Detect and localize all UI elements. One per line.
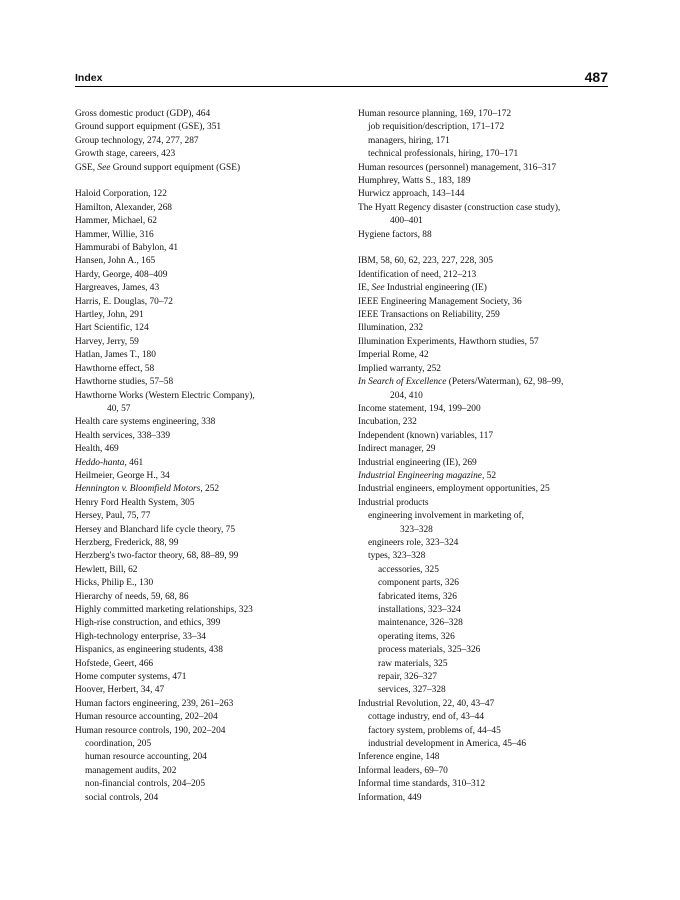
running-header-title: Index [75,72,103,84]
entry-text: types, 323–328 [368,551,426,562]
entry-text: Heilmeier, George H., 34 [75,470,170,481]
entry-text: technical professionals, hiring, 170–171 [368,149,519,160]
index-entry [358,497,616,510]
index-entry [75,282,347,295]
index-subentry [358,604,616,617]
entry-text: managers, hiring, 171 [368,135,450,146]
index-entry [75,296,347,309]
index-entry [358,443,616,456]
entry-text: engineers role, 323–324 [368,537,459,548]
entry-italic-text: See [371,283,385,294]
entry-text: Incubation, 232 [358,417,417,428]
entry-text: Hispanics, as engineering students, 438 [75,645,223,656]
index-entry [75,242,347,255]
entry-text: Health services, 338–339 [75,430,171,441]
entry-text: accessories, 325 [378,564,439,575]
entry-text: Hawthorne Works (Western Electric Company), [75,390,255,401]
index-entry [75,604,347,617]
index-entry [75,430,347,443]
entry-text: Hicks, Philip E., 130 [75,578,154,589]
entry-text: job requisition/description, 171–172 [368,122,505,133]
index-subentry [358,644,616,657]
index-entry [358,322,616,335]
entry-text: Imperial Rome, 42 [358,350,429,361]
index-entry [358,269,616,282]
entry-text: (Peters/Waterman), 62, 98–99, [446,377,564,388]
entry-text: Illumination Experiments, Hawthorn studies, 57 [358,336,539,347]
index-entry [358,751,616,764]
index-column-right [358,108,616,805]
index-subentry [358,631,616,644]
index-subentry [75,778,347,791]
entry-italic-text: In Search of Excellence [358,377,447,388]
entry-text: , 252 [200,484,220,495]
entry-text: non-financial controls, 204–205 [85,779,206,790]
letter-group-gap [75,175,347,188]
index-entry [358,296,616,309]
entry-text: Hammer, Willie, 316 [75,229,154,240]
entry-italic-text: Industrial Engineering magazine [358,470,482,481]
entry-text: Ground support equipment (GSE) [110,162,241,173]
index-entry [358,336,616,349]
index-subentry [358,148,616,161]
entry-text: Herzberg, Frederick, 88, 99 [75,537,179,548]
index-subentry [358,671,616,684]
index-entry [358,765,616,778]
index-entry [75,443,347,456]
index-subentry [75,792,347,805]
index-entry [75,658,347,671]
entry-text: engineering involvement in marketing of, [368,511,524,522]
entry-text: Hofstede, Geert, 466 [75,658,154,669]
entry-text: Identification of need, 212–213 [358,269,477,280]
entry-text: Highly committed marketing relationships, 323 [75,605,253,616]
index-entry [358,202,616,215]
entry-text: Human resources (personnel) management, 316–317 [358,162,557,173]
entry-text: Health, 469 [75,444,119,455]
index-entry [358,282,616,295]
entry-text: Hygiene factors, 88 [358,229,432,240]
entry-text: Hartley, John, 291 [75,310,144,321]
entry-text: , 461 [124,457,144,468]
entry-text: IEEE Transactions on Reliability, 259 [358,310,500,321]
entry-text: IEEE Engineering Management Society, 36 [358,296,522,307]
entry-text: Independent (known) variables, 117 [358,430,494,441]
entry-text: Hamilton, Alexander, 268 [75,202,172,213]
entry-text: services, 327–328 [378,685,446,696]
index-entry [75,202,347,215]
index-entry [75,376,347,389]
index-entry [358,430,616,443]
index-subentry [358,617,616,630]
index-entry [75,108,347,121]
index-entry [358,470,616,483]
index-entry [75,644,347,657]
index-subentry [358,591,616,604]
entry-text: Hawthorne effect, 58 [75,363,155,374]
index-entry [75,229,347,242]
index-entry [358,416,616,429]
index-subentry [358,550,616,563]
index-entry [358,792,616,805]
index-entry [75,349,347,362]
index-entry [358,108,616,121]
entry-text: cottage industry, end of, 43–44 [368,712,485,723]
index-entry [75,524,347,537]
page-number: 487 [584,69,608,85]
entry-text: coordination, 205 [85,739,152,750]
index-entry [75,617,347,630]
entry-text: , 52 [481,470,497,481]
index-entry [75,564,347,577]
entry-text: Hatlan, James T., 180 [75,350,156,361]
entry-text: Health care systems engineering, 338 [75,417,216,428]
index-column-left [75,108,347,805]
index-entry [75,390,347,403]
entry-text: Industrial engineering (IE), 269 [358,457,477,468]
entry-text: component parts, 326 [378,578,459,589]
index-entry-continuation: 400–401 [390,216,423,227]
index-entry [75,470,347,483]
index-entry [358,229,616,242]
entry-text: Industrial engineers, employment opportunities, 25 [358,484,550,495]
entry-text: Hurwicz approach, 143–144 [358,189,465,200]
entry-text: The Hyatt Regency disaster (construction case study), [358,202,561,213]
entry-text: Hierarchy of needs, 59, 68, 86 [75,591,189,602]
index-entry [358,188,616,201]
entry-text: industrial development in America, 45–46 [368,739,527,750]
entry-text: human resource accounting, 204 [85,752,207,763]
entry-text: Hammurabi of Babylon, 41 [75,243,179,254]
index-subentry [75,738,347,751]
index-entry [75,711,347,724]
entry-text: GSE, [75,162,98,173]
index-entry [75,188,347,201]
index-entry [75,215,347,228]
index-entry [75,483,347,496]
index-entry [75,416,347,429]
index-entry [75,591,347,604]
index-entry [358,349,616,362]
index-entry [75,162,347,175]
entry-text: Industrial engineering (IE) [384,283,487,294]
entry-text: Implied warranty, 252 [358,363,441,374]
index-entry-continuation: 323–328 [400,524,433,535]
index-entry [75,148,347,161]
entry-text: factory system, problems of, 44–45 [368,725,501,736]
index-entry [358,403,616,416]
entry-text: Hart Scientific, 124 [75,323,149,334]
index-entry [358,175,616,188]
index-entry [75,577,347,590]
index-entry [358,457,616,470]
entry-text: Industrial products [358,497,429,508]
index-subentry [358,121,616,134]
index-entry [75,121,347,134]
entry-text: installations, 323–324 [378,605,461,616]
index-entry [358,309,616,322]
index-entry [75,537,347,550]
entry-text: Hardy, George, 408–409 [75,269,168,280]
index-subentry [358,658,616,671]
index-subentry [358,577,616,590]
index-entry [75,135,347,148]
index-entry [358,778,616,791]
index-subentry [358,684,616,697]
entry-text: Hersey, Paul, 75, 77 [75,511,151,522]
index-subentry [75,765,347,778]
index-entry [75,510,347,523]
header-rule [75,86,608,87]
index-entry [358,255,616,268]
entry-italic-text: Heddo-hanta [75,457,125,468]
entry-text: Illumination, 232 [358,323,424,334]
entry-text: Human resource accounting, 202–204 [75,712,218,723]
index-entry [75,269,347,282]
entry-text: Ground support equipment (GSE), 351 [75,122,222,133]
entry-text: raw materials, 325 [378,658,448,669]
entry-text: Informal time standards, 310–312 [358,779,486,790]
entry-text: Inference engine, 148 [358,752,440,763]
index-subentry [358,510,616,523]
index-entry [75,631,347,644]
entry-text: Gross domestic product (GDP), 464 [75,109,211,119]
index-entry [75,255,347,268]
index-subentry [358,135,616,148]
entry-text: IBM, 58, 60, 62, 223, 227, 228, 305 [358,256,493,267]
entry-text: Hammer, Michael, 62 [75,216,157,227]
entry-text: operating items, 326 [378,631,455,642]
letter-group-gap [358,242,616,255]
index-entry [358,363,616,376]
index-entry [75,725,347,738]
entry-text: fabricated items, 326 [378,591,457,602]
entry-text: Industrial Revolution, 22, 40, 43–47 [358,698,495,709]
entry-text: Haloid Corporation, 122 [75,189,167,200]
index-entry [75,363,347,376]
entry-text: Hansen, John A., 165 [75,256,156,267]
index-entry [358,698,616,711]
entry-text: Human resource controls, 190, 202–204 [75,725,226,736]
entry-text: management audits, 202 [85,765,177,776]
index-subentry [358,537,616,550]
entry-text: IE, [358,283,372,294]
index-entry [75,684,347,697]
entry-text: Hargreaves, James, 43 [75,283,160,294]
index-entry [358,162,616,175]
entry-text: Human factors engineering, 239, 261–263 [75,698,234,709]
entry-text: social controls, 204 [85,792,159,803]
entry-text: Hersey and Blanchard life cycle theory, 75 [75,524,236,535]
entry-text: Income statement, 194, 199–200 [358,403,481,414]
entry-text: Group technology, 274, 277, 287 [75,135,199,146]
entry-text: Hawthorne studies, 57–58 [75,377,174,388]
entry-italic-text: See [97,162,111,173]
entry-text: High-technology enterprise, 33–34 [75,631,206,642]
entry-italic-text: Hennington v. Bloomfield Motors [75,484,201,495]
entry-text: Hewlett, Bill, 62 [75,564,138,575]
index-subentry [358,738,616,751]
entry-text: Information, 449 [358,792,422,803]
index-entry [75,550,347,563]
index-subentry [358,711,616,724]
entry-text: Home computer systems, 471 [75,672,187,683]
entry-text: Growth stage, careers, 423 [75,149,176,160]
entry-text: process materials, 325–326 [378,645,481,656]
entry-text: Human resource planning, 169, 170–172 [358,109,512,119]
index-entry [75,336,347,349]
entry-text: Henry Ford Health System, 305 [75,497,195,508]
index-entry [358,483,616,496]
entry-text: Harvey, Jerry, 59 [75,336,139,347]
index-entry [358,376,616,389]
index-subentry [75,751,347,764]
entry-text: High-rise construction, and ethics, 399 [75,618,221,629]
entry-text: Herzberg's two-factor theory, 68, 88–89, 99 [75,551,239,562]
index-subentry [358,725,616,738]
index-entry [75,497,347,510]
entry-text: repair, 326–327 [378,672,437,683]
entry-text: Informal leaders, 69–70 [358,765,448,776]
index-entry-continuation: 40, 57 [107,403,131,414]
entry-text: Harris, E. Douglas, 70–72 [75,296,173,307]
index-entry [75,698,347,711]
entry-text: Hoover, Herbert, 34, 47 [75,685,165,696]
index-entry-continuation: 204, 410 [390,390,423,401]
entry-text: maintenance, 326–328 [378,618,463,629]
entry-text: Humphrey, Watts S., 183, 189 [358,176,471,187]
index-entry [75,322,347,335]
index-subentry [358,564,616,577]
entry-text: Indirect manager, 29 [358,444,436,455]
index-entry [75,309,347,322]
index-entry [75,671,347,684]
index-entry [75,457,347,470]
